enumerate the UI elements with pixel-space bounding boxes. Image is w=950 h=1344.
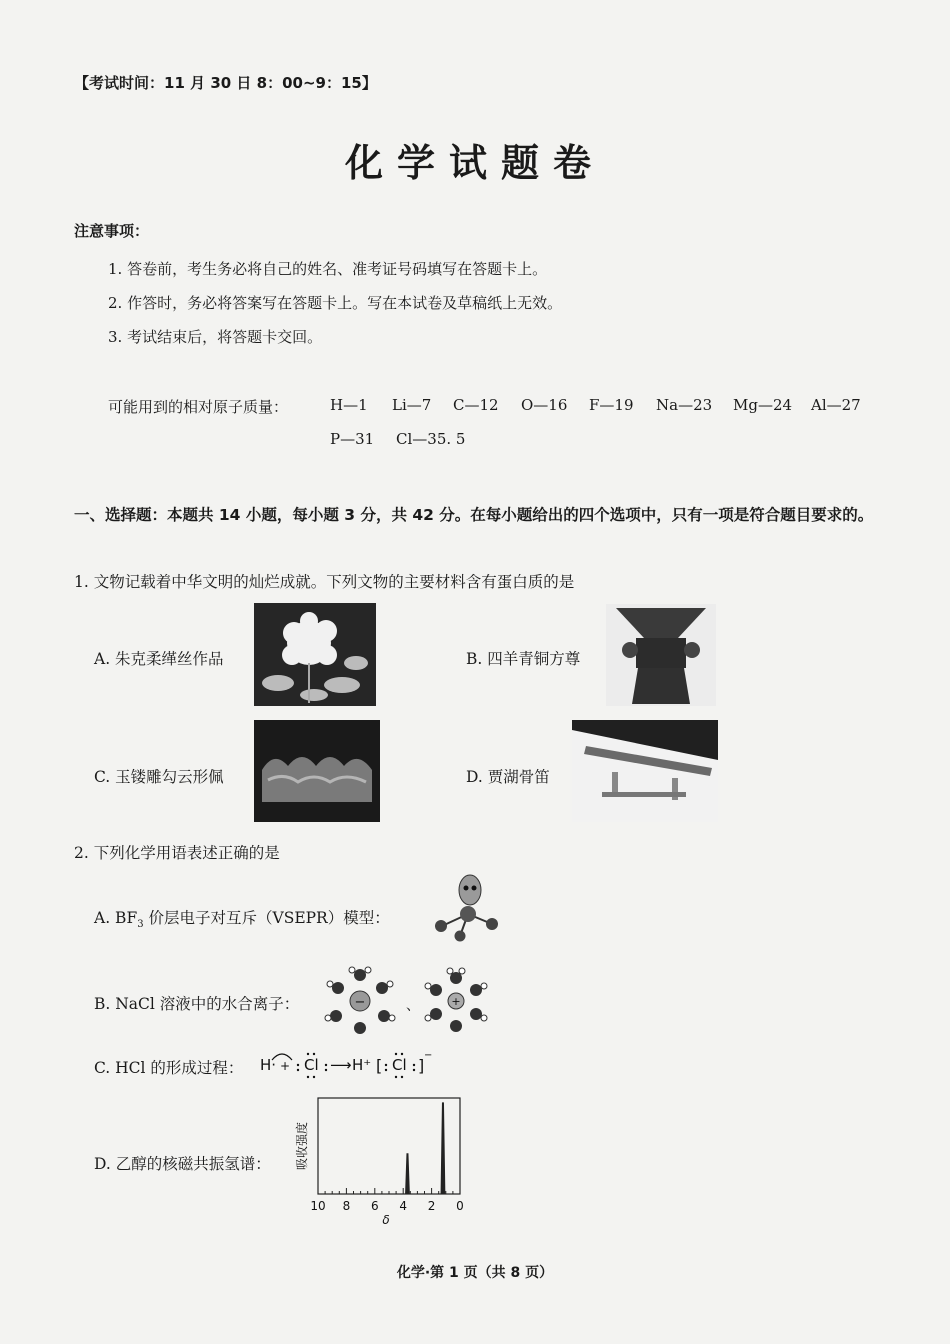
atomic-mass-h: H—1 <box>330 396 368 414</box>
atomic-mass-al: Al—27 <box>811 396 861 414</box>
q2-a-rest: 价层电子对互斥（VSEPR）模型： <box>143 909 390 927</box>
x-tick-label: 2 <box>427 1199 436 1213</box>
q2-option-d: D. 乙醇的核磁共振氢谱： <box>94 1155 271 1173</box>
svg-text:+: + <box>451 995 461 1008</box>
vsepr-model-image <box>430 872 502 942</box>
q1-option-a: A. 朱克柔缂丝作品 <box>94 650 224 668</box>
question-2-stem: 2. 下列化学用语表述正确的是 <box>74 844 280 862</box>
q1-option-d: D. 贾湖骨笛 <box>466 768 550 786</box>
atomic-mass-label: 可能用到的相对原子质量： <box>108 398 289 416</box>
formula-cl: Cl <box>304 1056 319 1074</box>
hcl-formation-formula <box>258 1046 434 1082</box>
q2-option-a <box>94 906 390 930</box>
formula-bracket-open: [ <box>376 1056 383 1075</box>
silk-tapestry-image <box>254 603 376 706</box>
note-item: 2. 作答时，务必将答案写在答题卡上。写在本试卷及草稿纸上无效。 <box>108 294 563 312</box>
nmr-spectrum-chart <box>292 1090 472 1230</box>
x-tick-label: 0 <box>456 1199 464 1213</box>
atomic-mass-cl: Cl—35. 5 <box>396 430 466 448</box>
x-tick-label: 10 <box>310 1199 326 1213</box>
q2-option-b: B. NaCl 溶液中的水合离子： <box>94 995 300 1013</box>
x-tick-label: 8 <box>342 1199 351 1213</box>
atomic-mass-na: Na—23 <box>656 396 713 414</box>
formula-bracket-close: ] <box>418 1056 425 1075</box>
x-tick-label: 6 <box>370 1199 379 1213</box>
jade-pendant-image <box>254 720 380 822</box>
y-axis-label: 吸收强度 <box>295 1121 309 1171</box>
nmr-peak-2 <box>441 1103 445 1194</box>
svg-text:−: − <box>354 995 366 1010</box>
atomic-mass-li: Li—7 <box>392 396 432 414</box>
q2-a-text: A. BF <box>94 909 138 927</box>
bone-flute-image <box>572 720 718 822</box>
atomic-mass-p: P—31 <box>330 430 375 448</box>
q2-option-c: C. HCl 的形成过程： <box>94 1059 244 1077</box>
page-footer: 化学·第 1 页（共 8 页） <box>396 1265 554 1281</box>
formula-plus: + <box>280 1059 291 1073</box>
exam-time: 【考试时间：11 月 30 日 8：00~9：15】 <box>74 74 377 92</box>
formula-minus: − <box>424 1050 433 1061</box>
formula-h-ion: H⁺ <box>352 1056 372 1074</box>
atomic-mass-c: C—12 <box>453 396 499 414</box>
question-1-stem: 1. 文物记载着中华文明的灿烂成就。下列文物的主要材料含有蛋白质的是 <box>74 573 575 591</box>
x-tick-label: 4 <box>399 1199 408 1213</box>
notes-heading: 注意事项： <box>74 222 150 240</box>
hydrated-ions-image <box>324 966 496 1036</box>
atomic-mass-mg: Mg—24 <box>733 396 793 414</box>
ion-separator: 、 <box>406 998 420 1014</box>
section-heading: 一、选择题：本题共 14 小题，每小题 3 分，共 42 分。在每小题给出的四个选项中，只有一项是符合题目要求的。 <box>74 506 874 524</box>
chart-frame <box>318 1098 460 1194</box>
formula-arrow: ⟶ <box>330 1056 352 1074</box>
atomic-mass-f: F—19 <box>589 396 634 414</box>
note-item: 1. 答卷前，考生务必将自己的姓名、准考证号码填写在答题卡上。 <box>108 260 548 278</box>
formula-cl-ion: Cl <box>392 1056 407 1074</box>
x-axis-label: δ <box>382 1213 390 1227</box>
q2-a-subscript: 3 <box>137 919 144 931</box>
nmr-peak-1 <box>405 1154 409 1194</box>
formula-h: H· <box>260 1056 277 1074</box>
bronze-zun-image <box>606 604 716 706</box>
page-title: 化学试题卷 <box>344 140 605 185</box>
q1-option-c: C. 玉镂雕勾云形佩 <box>94 768 224 786</box>
note-item: 3. 考试结束后，将答题卡交回。 <box>108 328 323 346</box>
atomic-mass-o: O—16 <box>521 396 568 414</box>
q1-option-b: B. 四羊青铜方尊 <box>466 650 581 668</box>
